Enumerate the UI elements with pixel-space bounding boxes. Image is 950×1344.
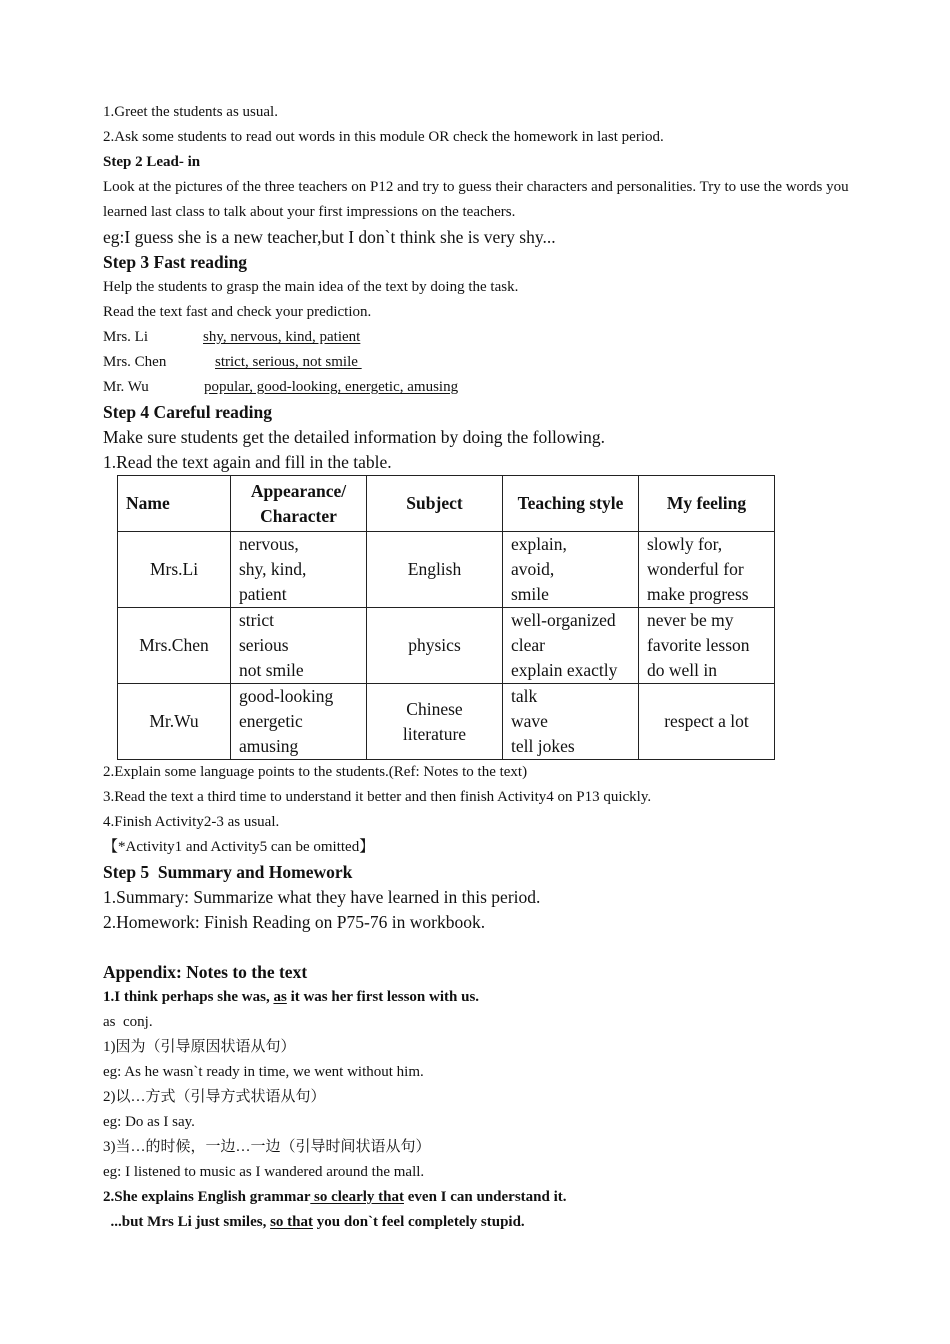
step2-example: eg:I guess she is a new teacher,but I don`t think she is very shy... [103, 227, 556, 247]
cell-line: physics [408, 635, 461, 655]
cell-line: make progress [647, 584, 749, 604]
meaning-1: 1)因为（引导原因状语从句） [103, 1039, 296, 1055]
cell-line: wonderful for [647, 559, 744, 579]
cell-line: literature [402, 723, 467, 744]
header-teaching-style: Teaching style [503, 476, 639, 532]
table-row [118, 608, 775, 684]
prediction-row [103, 325, 863, 350]
cell-line: English [407, 559, 462, 579]
cell-line: talk [511, 686, 538, 706]
cell-line: clear [511, 635, 545, 655]
step3-line-2: Read the text fast and check your prediction. [103, 304, 372, 320]
cell-subject [367, 608, 503, 684]
cell-line: shy, kind, [239, 559, 307, 579]
note-2 [103, 1185, 863, 1210]
cell-line: do well in [647, 660, 717, 680]
prediction-row [103, 375, 863, 400]
prediction-words: shy, nervous, kind, patient [203, 329, 361, 345]
example-2: eg: Do as I say. [103, 1114, 195, 1130]
note-text: ...but Mrs Li just smiles, [103, 1214, 271, 1230]
example-1: eg: As he wasn`t ready in time, we went without him. [103, 1064, 424, 1080]
cell-line: smile [511, 584, 549, 604]
cell-line: explain, [511, 534, 567, 554]
cell-line: patient [239, 584, 287, 604]
note-keyword: so that [270, 1214, 314, 1230]
example-3: eg: I listened to music as I wandered around the mall. [103, 1164, 425, 1180]
step2-text: Look at the pictures of the three teachers on P12 and try to guess their characters and personalities. Try to use the words you learned last class to talk about your first impressions on the teachers. [103, 179, 849, 220]
header-feeling: My feeling [639, 476, 775, 532]
step3-line-1: Help the students to grasp the main idea of the text by doing the task. [103, 279, 519, 295]
prediction-words: strict, serious, not smile [215, 354, 362, 370]
prediction-name: Mr. Wu [103, 379, 149, 395]
cell-feeling [639, 684, 775, 760]
cell-line: amusing [239, 736, 299, 756]
cell-line: well-organized [511, 610, 616, 630]
note-keyword: as [273, 989, 287, 1005]
header-character: Appearance/ Character [231, 476, 367, 532]
cell-line: strict [239, 610, 274, 630]
intro-line-2: 2.Ask some students to read out words in this module OR check the homework in last period. [103, 129, 664, 145]
cell-name: Mrs.Chen [118, 608, 231, 684]
cell-line: respect a lot [664, 711, 749, 731]
cell-line: favorite lesson [647, 635, 750, 655]
cell-line: wave [511, 711, 548, 731]
step4-line-6: 【*Activity1 and Activity5 can be omitted】 [103, 839, 375, 855]
step5-line-1: 1.Summary: Summarize what they have learned in this period. [103, 887, 541, 907]
as-conj: as conj. [103, 1014, 153, 1030]
note-text: 2.She explains English grammar [103, 1189, 311, 1205]
cell-line: explain exactly [511, 660, 618, 680]
table-row [118, 684, 775, 760]
cell-line: not smile [239, 660, 304, 680]
cell-line: tell jokes [511, 736, 575, 756]
prediction-row [103, 350, 863, 375]
cell-name: Mr.Wu [118, 684, 231, 760]
cell-feeling [639, 532, 775, 608]
cell-feeling [639, 608, 775, 684]
meaning-2: 2)以…方式（引导方式状语从句） [103, 1089, 326, 1105]
note-1 [103, 985, 863, 1010]
note-keyword: so clearly that [310, 1189, 404, 1205]
cell-line: Chinese [406, 698, 463, 719]
step4-line-3: 2.Explain some language points to the students.(Ref: Notes to the text) [103, 764, 528, 780]
step5-title: Step 5 Summary and Homework [103, 862, 353, 882]
cell-line: never be my [647, 610, 734, 630]
document-page [103, 100, 863, 1235]
note-text: it was her first lesson with us. [286, 989, 480, 1005]
table-row [118, 532, 775, 608]
step4-line-1: Make sure students get the detailed information by doing the following. [103, 427, 606, 447]
cell-line: energetic [239, 711, 303, 731]
cell-style [503, 684, 639, 760]
intro-line-1: 1.Greet the students as usual. [103, 104, 278, 120]
note-text: even I can understand it. [404, 1189, 567, 1205]
note-text: you don`t feel completely stupid. [313, 1214, 525, 1230]
step4-line-4: 3.Read the text a third time to understand it better and then finish Activity4 on P13 quickly. [103, 789, 652, 805]
cell-subject [367, 532, 503, 608]
header-subject: Subject [367, 476, 503, 532]
cell-line: good-looking [239, 686, 334, 706]
step3-title: Step 3 Fast reading [103, 252, 248, 272]
table-header-row [118, 476, 775, 532]
teacher-table [117, 475, 775, 760]
cell-style [503, 532, 639, 608]
cell-style [503, 608, 639, 684]
cell-line: slowly for, [647, 534, 723, 554]
step4-line-5: 4.Finish Activity2-3 as usual. [103, 814, 280, 830]
spacer [103, 935, 863, 960]
cell-line: serious [239, 635, 289, 655]
cell-subject [367, 684, 503, 760]
cell-character [231, 532, 367, 608]
note-2b [103, 1210, 863, 1235]
step5-line-2: 2.Homework: Finish Reading on P75-76 in workbook. [103, 912, 486, 932]
note-text: 1.I think perhaps she was, [103, 989, 274, 1005]
cell-line: nervous, [239, 534, 299, 554]
prediction-name: Mrs. Chen [103, 354, 167, 370]
step4-title: Step 4 Careful reading [103, 402, 273, 422]
meaning-3: 3)当…的时候，一边…一边（引导时间状语从句） [103, 1139, 431, 1155]
cell-character [231, 684, 367, 760]
prediction-name: Mrs. Li [103, 329, 148, 345]
step4-line-2: 1.Read the text again and fill in the table. [103, 452, 392, 472]
cell-name: Mrs.Li [118, 532, 231, 608]
step2-title: Step 2 Lead- in [103, 154, 201, 170]
prediction-words: popular, good-looking, energetic, amusing [204, 379, 459, 395]
cell-character [231, 608, 367, 684]
cell-line: avoid, [511, 559, 555, 579]
appendix-title: Appendix: Notes to the text [103, 962, 308, 982]
header-name: Name [118, 476, 231, 532]
